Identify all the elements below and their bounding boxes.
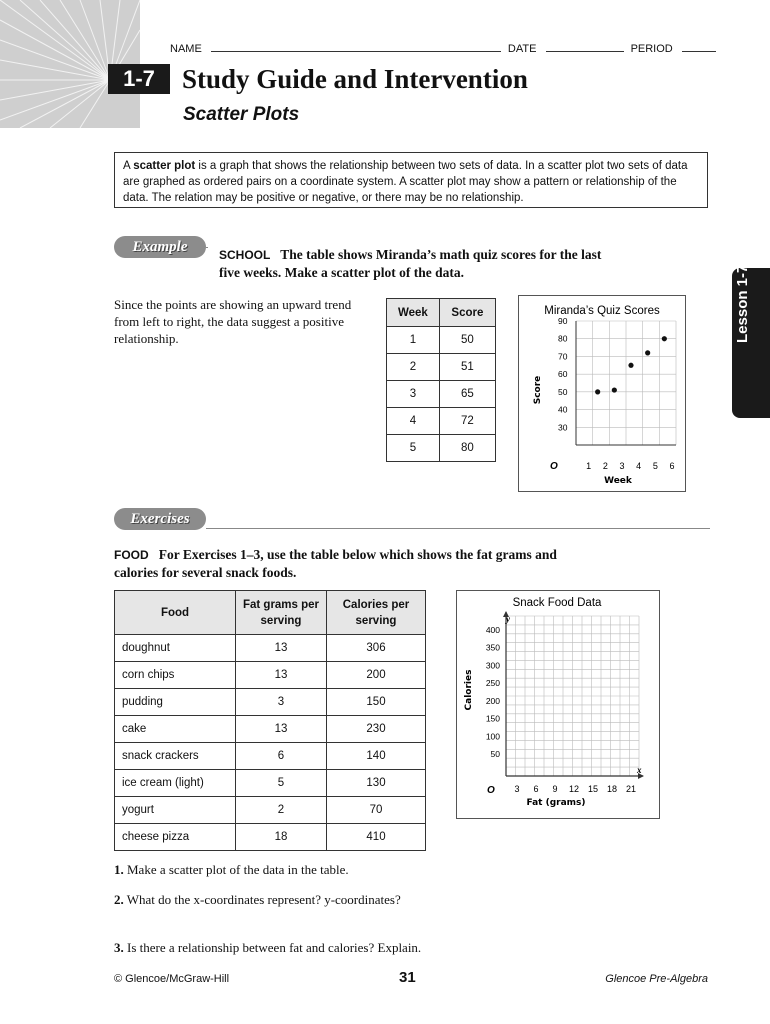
quiz-scores-scatter-plot: [518, 295, 686, 492]
definition-term: scatter plot: [133, 160, 196, 172]
x-axis-label: Fat (grams): [526, 798, 586, 808]
data-point: [595, 389, 600, 394]
fat-grams-cell: 5: [236, 770, 327, 797]
y-tick-label: 60: [558, 369, 568, 380]
example-prompt-line1: The table shows Miranda’s math quiz scores for the last: [280, 247, 602, 262]
question-2: [114, 892, 401, 908]
exercises-topic: FOOD: [114, 548, 149, 562]
table-cell: 72: [439, 408, 495, 435]
y-tick-label: 150: [485, 713, 500, 724]
fat-grams-cell: 3: [236, 689, 327, 716]
calories-cell: 410: [327, 824, 426, 851]
table-row: [387, 381, 496, 408]
table-row: [115, 824, 426, 851]
period-label: PERIOD: [630, 43, 673, 55]
fat-grams-cell: 2: [236, 797, 327, 824]
x-tick-label: 21: [625, 784, 637, 794]
table-row: [115, 797, 426, 824]
table-cell: 65: [439, 381, 495, 408]
table-cell: 5: [387, 435, 440, 462]
table-row: [387, 354, 496, 381]
definition-text: is a graph that shows the relationship between two sets of data. In a scatter plot two sets of data are graphed as ordered pairs on a coordinate system. A scatter plot may show a pattern or relationship of the data. The relation may be positive or negative, or there may be no relationship.: [123, 160, 688, 204]
table-row: [115, 716, 426, 743]
example-badge: Example: [114, 236, 206, 258]
calories-cell: 70: [327, 797, 426, 824]
y-tick-label: 300: [485, 660, 500, 671]
table-cell: 50: [439, 327, 495, 354]
footer-book-title: Glencoe Pre-Algebra: [605, 973, 708, 985]
food-name-cell: doughnut: [115, 635, 236, 662]
name-blank[interactable]: [211, 41, 501, 52]
table-cell: 3: [387, 381, 440, 408]
question-number: 1.: [114, 862, 124, 877]
y-axis-label: Calories: [464, 669, 474, 711]
fat-grams-cell: 13: [236, 662, 327, 689]
table-cell: 1: [387, 327, 440, 354]
y-tick-label: 50: [490, 749, 500, 760]
table-row: [115, 689, 426, 716]
y-tick-label: 100: [485, 731, 500, 742]
y-axis-letter: y: [506, 614, 510, 624]
side-lesson-tab: [732, 264, 770, 418]
x-tick-label: 12: [568, 784, 580, 794]
name-date-period-line: [170, 41, 716, 55]
chart-title: Snack Food Data: [512, 597, 602, 609]
table-row: [387, 435, 496, 462]
table-cell: 2: [387, 354, 440, 381]
food-name-cell: ice cream (light): [115, 770, 236, 797]
snack-food-scatter-plot: [456, 590, 660, 819]
y-tick-label: 250: [485, 678, 500, 689]
x-tick-label: 6: [533, 784, 539, 794]
example-topic: SCHOOL: [219, 248, 271, 262]
exercises-prompt-line1: For Exercises 1–3, use the table below which shows the fat grams and: [158, 547, 557, 562]
question-text: Is there a relationship between fat and calories? Explain.: [127, 940, 422, 955]
y-tick-label: 350: [485, 642, 500, 653]
page-subtitle: Scatter Plots: [183, 104, 300, 125]
x-tick-label: 6: [669, 461, 675, 471]
y-tick-label: 200: [485, 695, 500, 706]
y-tick-label: 80: [558, 333, 568, 344]
table-header-row: [387, 299, 496, 327]
question-3: [114, 940, 421, 956]
quiz-score-table: [386, 298, 496, 462]
x-tick-label: 9: [552, 784, 558, 794]
example-prompt-line2: five weeks. Make a scatter plot of the data.: [219, 265, 464, 280]
period-blank[interactable]: [682, 41, 716, 52]
y-axis-label: Score: [533, 375, 543, 405]
table-cell: 80: [439, 435, 495, 462]
table-row: [115, 662, 426, 689]
food-name-cell: cheese pizza: [115, 824, 236, 851]
y-tick-label: 40: [558, 404, 568, 415]
y-tick-label: 400: [485, 624, 500, 635]
question-text: What do the x-coordinates represent? y-coordinates?: [126, 892, 401, 907]
food-name-cell: snack crackers: [115, 743, 236, 770]
x-tick-label: 2: [602, 461, 608, 471]
table-header-row: [115, 591, 426, 635]
y-tick-label: 90: [558, 316, 568, 326]
x-tick-label: 18: [606, 784, 618, 794]
x-axis-label: Week: [604, 476, 632, 486]
y-tick-label: 50: [558, 386, 568, 397]
exercises-prompt-line2: calories for several snack foods.: [114, 565, 297, 580]
fat-grams-cell: 13: [236, 635, 327, 662]
origin-label: O: [487, 785, 495, 796]
food-name-cell: pudding: [115, 689, 236, 716]
side-lesson-tab-label: Lesson 1-7: [734, 264, 751, 343]
x-tick-label: 3: [514, 784, 520, 794]
fat-grams-cell: 18: [236, 824, 327, 851]
question-1: [114, 862, 349, 878]
name-label: NAME: [170, 43, 202, 55]
divider: [206, 528, 710, 529]
calories-header: Calories per serving: [327, 591, 426, 635]
table-row: [115, 743, 426, 770]
table-row: [115, 770, 426, 797]
data-point: [628, 363, 633, 368]
x-axis-letter: x: [637, 765, 642, 775]
x-tick-label: 4: [636, 461, 642, 471]
snack-food-table: [114, 590, 426, 851]
y-tick-label: 70: [558, 351, 568, 362]
x-tick-label: 15: [587, 784, 599, 794]
calories-cell: 306: [327, 635, 426, 662]
date-label: DATE: [507, 43, 537, 55]
definition-box: [114, 152, 708, 208]
example-explanation: Since the points are showing an upward trend from left to right, the data suggest a positive relationship.: [114, 297, 352, 346]
lesson-number: 1-7: [108, 64, 170, 94]
table-row: [387, 327, 496, 354]
food-name-cell: yogurt: [115, 797, 236, 824]
question-number: 2.: [114, 892, 124, 907]
score-header: Score: [439, 299, 495, 327]
table-row: [115, 635, 426, 662]
data-point: [662, 336, 667, 341]
food-name-cell: cake: [115, 716, 236, 743]
example-prompt: [219, 246, 699, 281]
calories-cell: 140: [327, 743, 426, 770]
calories-cell: 230: [327, 716, 426, 743]
food-name-cell: corn chips: [115, 662, 236, 689]
page-title: Study Guide and Intervention: [182, 64, 528, 94]
food-header: Food: [115, 591, 236, 635]
origin-label: O: [550, 461, 558, 472]
fat-grams-cell: 13: [236, 716, 327, 743]
table-cell: 4: [387, 408, 440, 435]
data-point: [645, 350, 650, 355]
footer-publisher: © Glencoe/McGraw-Hill: [114, 973, 230, 985]
date-blank[interactable]: [546, 41, 624, 52]
data-point: [612, 387, 617, 392]
table-row: [387, 408, 496, 435]
x-tick-label: 5: [652, 461, 658, 471]
exercises-badge: Exercises: [114, 508, 206, 530]
exercises-prompt: [114, 546, 714, 581]
page-number: 31: [399, 969, 416, 986]
y-tick-label: 30: [558, 422, 568, 433]
week-header: Week: [387, 299, 440, 327]
x-tick-label: 1: [586, 461, 592, 471]
question-number: 3.: [114, 940, 124, 955]
definition-text-start: A: [123, 160, 134, 172]
calories-cell: 150: [327, 689, 426, 716]
chart-title: Miranda’s Quiz Scores: [544, 305, 660, 317]
question-text: Make a scatter plot of the data in the table.: [127, 862, 349, 877]
x-tick-label: 3: [619, 461, 625, 471]
calories-cell: 200: [327, 662, 426, 689]
fat-grams-cell: 6: [236, 743, 327, 770]
fat-header: Fat grams per serving: [236, 591, 327, 635]
table-cell: 51: [439, 354, 495, 381]
calories-cell: 130: [327, 770, 426, 797]
